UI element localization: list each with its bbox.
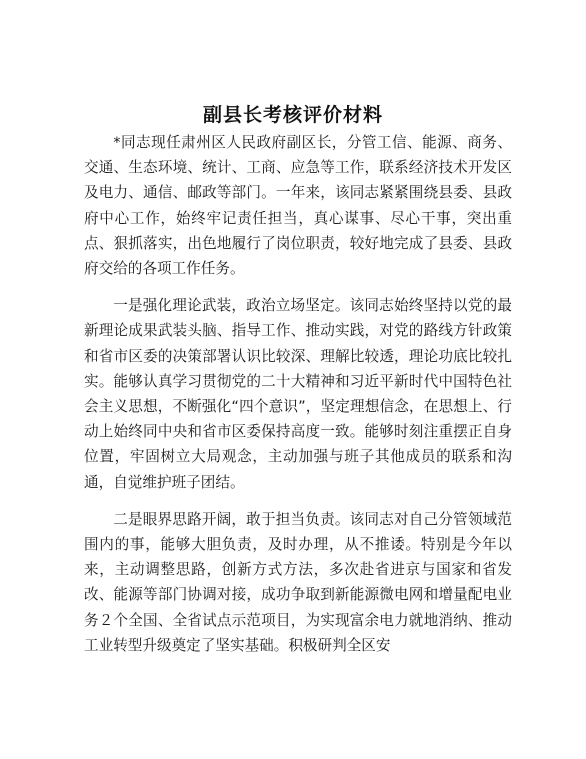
paragraph-intro: *同志现任肃州区人民政府副区长，分管工信、能源、商务、交通、生态环境、统计、工商、应急等工作，联系经济技术开发区及电力、通信、邮政等部门。一年来，该同志紧紧围绕县委、县政府中心工作，始终牢记责任担当，真心谋事、尽心干事，突出重点、狠抓落实，出色地履行了岗位职责，较好地完成了县委、县政府交给的各项工作任务。 <box>84 134 512 278</box>
paragraph-theory: 一是强化理论武装，政治立场坚定。该同志始终坚持以党的最新理论成果武装头脑、指导工作、推动实践，对党的路线方针政策和省市区委的决策部署认识比较深、理解比较透，理论功底比较扎实。能够认真学习贯彻党的二十大精神和习近平新时代中国特色社会主义思想，不断强化“四个意识”，坚定理想信念，在思想上、行动上始终同中央和省市区委保持高度一致。能够时刻注重摆正自身位置，牢固树立大局观念，主动加强与班子其他成员的联系和沟通，自觉维护班子团结。 <box>84 297 512 491</box>
paragraph-vision: 二是眼界思路开阔，敢于担当负责。该同志对自己分管领域范围内的事，能够大胆负责，及时办理，从不推诿。特别是今年以来，主动调整思路，创新方式方法，多次赴省进京与国家和省发改、能源等部门协调对接，成功争取到新能源微电网和增量配电业务２个全国、全省试点示范项目，为实现富余电力就地消纳、推动工业转型升级奠定了坚实基础。积极研判全区安 <box>84 510 512 654</box>
document-body <box>84 130 512 658</box>
document-title: 副县长考核评价材料 <box>202 104 383 126</box>
